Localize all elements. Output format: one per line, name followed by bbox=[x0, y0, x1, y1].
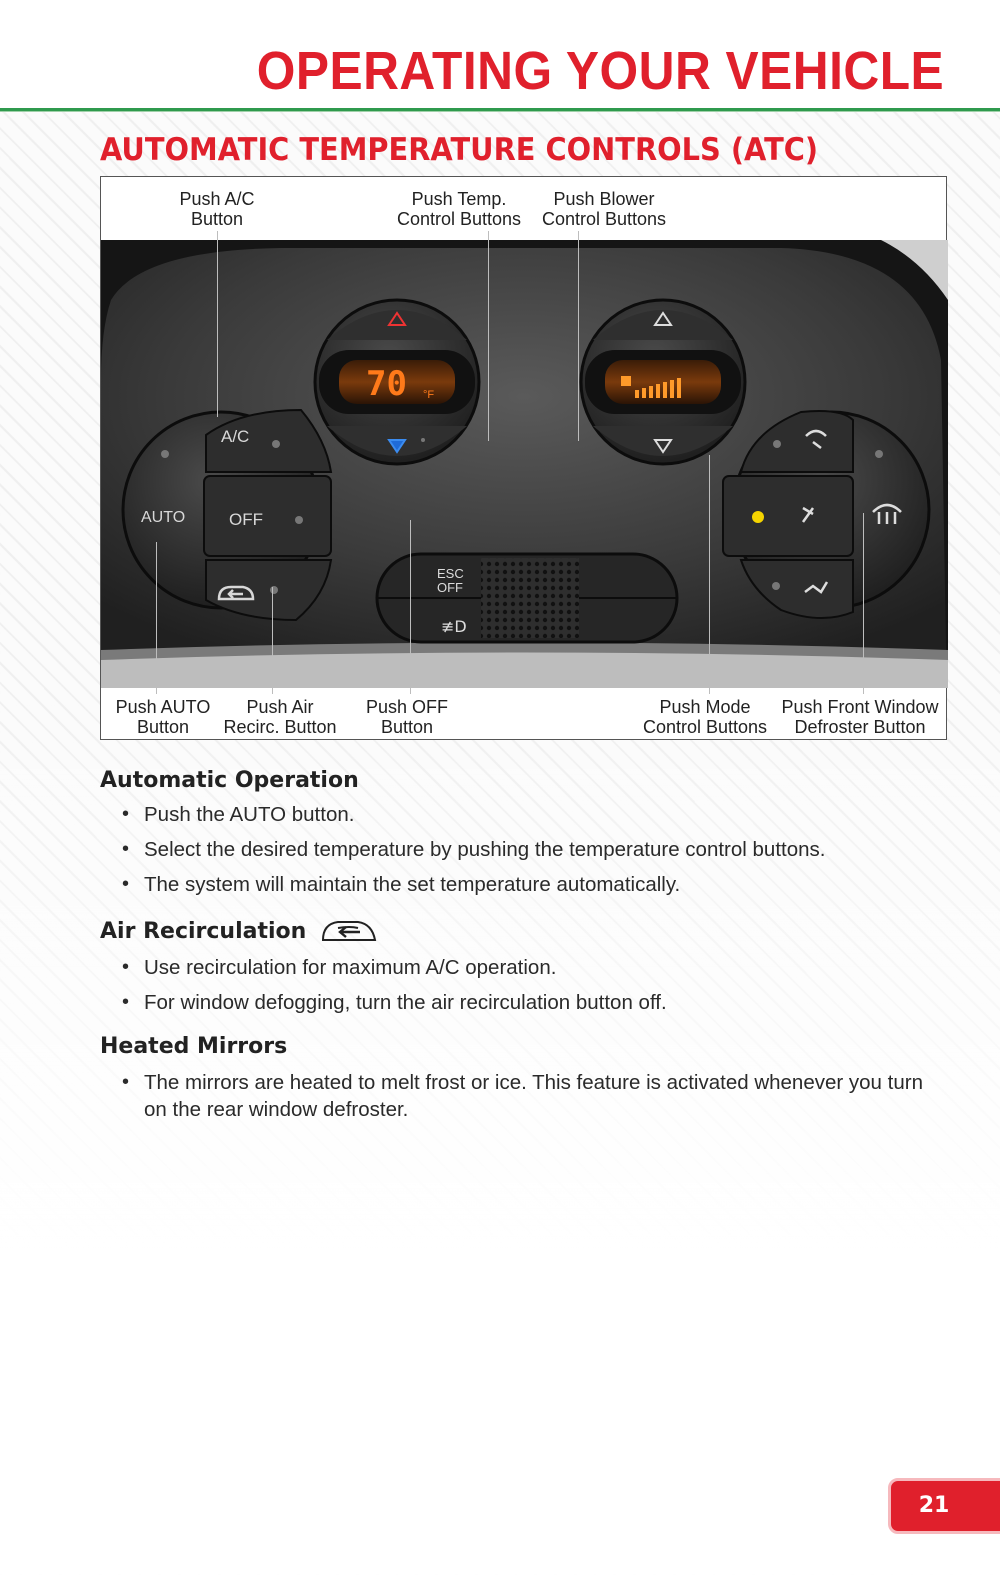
callout-line: Push A/C bbox=[179, 189, 255, 209]
leader-recirc bbox=[272, 587, 273, 694]
heading-text: Automatic Operation bbox=[100, 768, 359, 793]
callout-push-blower bbox=[542, 189, 666, 229]
callout-line: Button bbox=[136, 717, 190, 737]
section-title: AUTOMATIC TEMPERATURE CONTROLS (ATC) bbox=[100, 132, 819, 168]
control-panel-photo bbox=[101, 240, 948, 688]
callout-push-off bbox=[366, 697, 448, 737]
leader-mode bbox=[709, 455, 710, 694]
callout-push-temp bbox=[397, 189, 521, 229]
callout-line: Push OFF bbox=[365, 697, 449, 717]
off-button-label: OFF bbox=[229, 510, 263, 529]
callout-line: Button bbox=[190, 209, 244, 229]
callout-push-ac bbox=[179, 189, 254, 229]
control-panel-illustration bbox=[101, 240, 948, 688]
temperature-display: 70 bbox=[366, 364, 407, 404]
callout-line: Push Mode bbox=[659, 697, 751, 717]
list-item: • Push the AUTO button. bbox=[100, 801, 950, 828]
callout-line: Push Front Window bbox=[781, 697, 939, 717]
page-number-tab bbox=[888, 1478, 1000, 1534]
esc-off-label: OFF bbox=[437, 580, 463, 595]
leader-off bbox=[410, 520, 411, 694]
callout-line: Control Buttons bbox=[396, 209, 522, 229]
heading-text: Air Recirculation bbox=[100, 918, 307, 944]
callout-push-air-recirc bbox=[223, 697, 336, 737]
bullet-list-recirculation bbox=[100, 954, 950, 1016]
callout-push-defroster bbox=[781, 697, 938, 737]
page-header-title: OPERATING YOUR VEHICLE bbox=[256, 41, 944, 101]
callout-line: Push Temp. bbox=[411, 189, 507, 209]
auto-button-label: AUTO bbox=[141, 509, 186, 526]
callout-line: Push Blower bbox=[553, 189, 655, 209]
callout-line: Recirc. Button bbox=[223, 717, 337, 737]
list-item: • Use recirculation for maximum A/C operation. bbox=[100, 954, 950, 981]
list-item: • The mirrors are heated to melt frost or ice. This feature is activated whenever you turn on the rear window defroster. bbox=[100, 1069, 950, 1123]
callout-line: Button bbox=[380, 717, 434, 737]
bullet-list-automatic bbox=[100, 801, 950, 898]
ac-button-label: A/C bbox=[221, 427, 250, 446]
heading-text: Heated Mirrors bbox=[100, 1034, 288, 1059]
header-rule bbox=[0, 108, 1000, 112]
heading-heated-mirrors bbox=[100, 1034, 950, 1059]
fog-lamp-icon: ≢D bbox=[441, 617, 467, 636]
leader-blower bbox=[578, 231, 579, 441]
callout-line: Push AUTO bbox=[115, 697, 211, 717]
body-content bbox=[100, 768, 950, 1123]
bullet-list-mirrors bbox=[100, 1069, 950, 1123]
page-number: 21 bbox=[918, 1493, 950, 1518]
callout-line: Defroster Button bbox=[794, 717, 926, 737]
leader-auto bbox=[156, 542, 157, 694]
callout-line: Control Buttons bbox=[541, 209, 667, 229]
list-item: • The system will maintain the set temperature automatically. bbox=[100, 871, 950, 898]
temperature-unit: °F bbox=[423, 389, 435, 401]
leader-defroster bbox=[863, 513, 864, 694]
atc-figure bbox=[100, 176, 947, 740]
callout-line: Control Buttons bbox=[642, 717, 768, 737]
heading-automatic-operation bbox=[100, 768, 950, 793]
leader-ac bbox=[217, 231, 218, 417]
callout-push-auto bbox=[116, 697, 211, 737]
esc-label: ESC bbox=[437, 566, 464, 581]
callout-push-mode bbox=[643, 697, 767, 737]
callout-line: Push Air bbox=[246, 697, 314, 717]
leader-temp bbox=[488, 231, 489, 441]
recirculation-icon bbox=[320, 916, 378, 946]
list-item: • For window defogging, turn the air recirculation button off. bbox=[100, 989, 950, 1016]
list-item: • Select the desired temperature by pushing the temperature control buttons. bbox=[100, 836, 950, 863]
heading-air-recirculation bbox=[100, 916, 950, 946]
